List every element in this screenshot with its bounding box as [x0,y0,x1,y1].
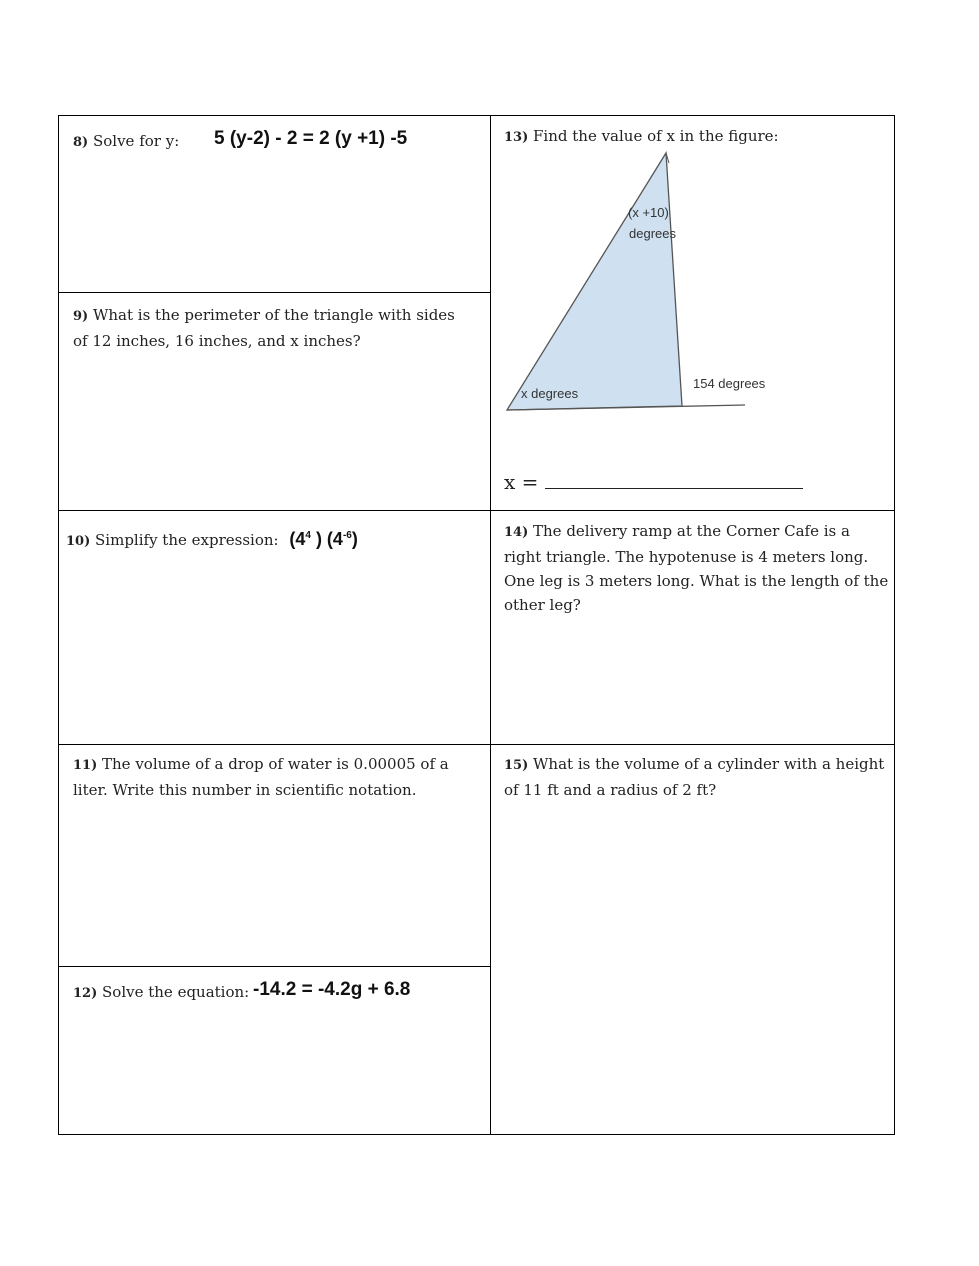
triangle-figure [491,116,896,436]
cell-problem-9 [58,292,491,511]
problem-12 [73,980,273,1006]
worksheet-grid [58,115,895,1135]
answer-blank[interactable] [545,470,803,489]
expr-exponent-1: 4 [305,530,311,541]
problem-15-text: What is the volume of a cylinder with a height of 11 ft and a radius of 2 ft? [504,755,885,799]
problem-15 [504,752,889,802]
problem-12-equation: -14.2 = -4.2g + 6.8 [253,979,411,1000]
cell-problem-11 [58,744,491,967]
cell-problem-14 [490,510,895,745]
problem-8-number: 8) [73,135,89,150]
label-exterior-angle: 154 degrees [693,376,766,391]
expr-base-2: ) (4 [310,529,343,549]
triangle-fill [507,153,682,410]
problem-11-number: 11) [73,758,98,773]
answer-prefix: x = [504,470,545,494]
cell-problem-8 [58,115,491,293]
problem-14 [504,519,889,617]
cell-problem-15 [490,744,895,1135]
expr-base-1: (4 [289,529,306,549]
problem-14-text: The delivery ramp at the Corner Cafe is a right triangle. The hypotenuse is 4 meters long. One leg is 3 meters long. What is the length of the other leg? [504,522,889,614]
problem-12-text: Solve the equation: [97,983,250,1001]
problem-8-text: Solve for y: [88,132,180,150]
label-top-angle-1: (x +10) [628,205,669,220]
problem-11 [73,752,473,802]
problem-10-text: Simplify the expression: [90,531,279,549]
expr-close: ) [351,529,358,549]
problem-10 [66,524,486,554]
problem-9-text: What is the perimeter of the triangle with sides of 12 inches, 16 inches, and x inches? [73,306,455,350]
label-left-angle: x degrees [521,386,579,401]
problem-11-text: The volume of a drop of water is 0.00005 of a liter. Write this number in scientific notation. [73,755,449,799]
cell-problem-13 [490,115,895,511]
problem-13-text: Find the value of x in the figure: [528,127,779,145]
cell-problem-10 [58,510,491,745]
problem-14-number: 14) [504,525,529,540]
problem-8-equation: 5 (y-2) - 2 = 2 (y +1) -5 [214,128,408,149]
expr-exponent-2: -6 [342,530,352,541]
problem-12-number: 12) [73,986,98,1001]
problem-9 [73,303,468,353]
problem-13-number: 13) [504,130,529,145]
problem-10-expression [289,529,358,549]
answer-line-13 [504,470,803,494]
problem-15-number: 15) [504,758,529,773]
cell-problem-12 [58,966,491,1135]
problem-10-number: 10) [66,534,91,549]
problem-9-number: 9) [73,309,89,324]
label-top-angle-2: degrees [629,226,676,241]
